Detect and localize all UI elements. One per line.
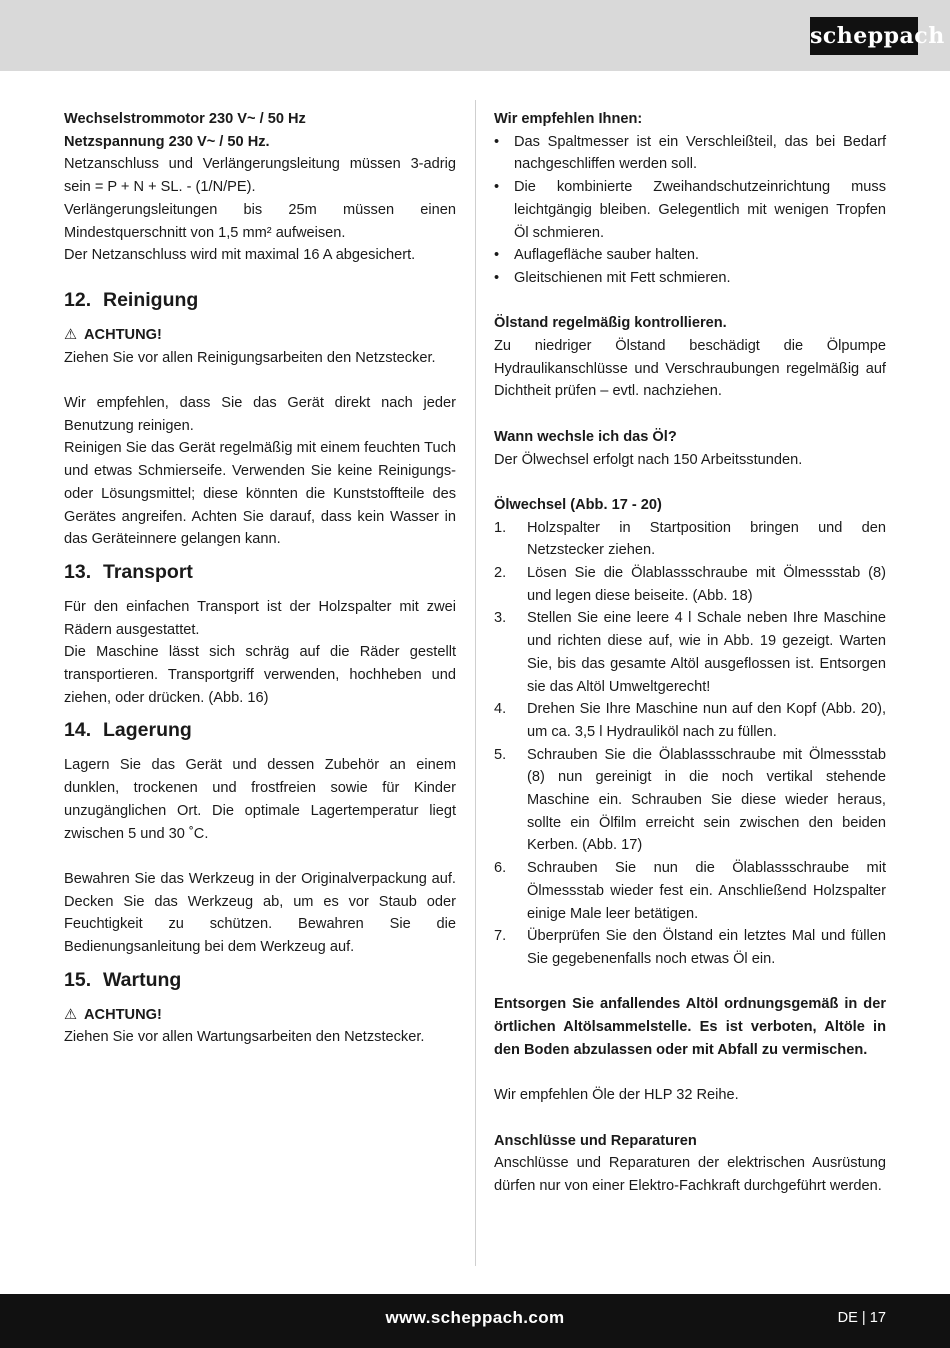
section-number: 14. bbox=[64, 719, 92, 742]
transport-paragraph-2: Die Maschine lässt sich schräg auf die Räder gestellt transportieren. Transportgriff verwenden, hochheben und ziehen, oder drücken. (Abb. 16) bbox=[64, 644, 456, 706]
recommended-oils-text: Wir empfehlen Öle der HLP 32 Reihe. bbox=[494, 1087, 739, 1104]
section-title: Reinigung bbox=[103, 288, 199, 311]
header-band bbox=[0, 0, 950, 71]
recommend-list bbox=[494, 131, 886, 290]
footer-bar bbox=[0, 1294, 950, 1348]
list-item: 1. Holzspalter in Startposition bringen und den Netzstecker ziehen. bbox=[494, 519, 886, 559]
list-item: 4. Drehen Sie Ihre Maschine nun auf den Kopf (Abb. 20), um ca. 3,5 l Hydrauliköl nach zu füllen. bbox=[494, 701, 886, 740]
intro-text: Netzanschluss und Verlängerungsleitung müssen 3-adrig sein = P + N + SL. - (1/N/PE). bbox=[64, 156, 456, 196]
oil-change-heading: Ölwechsel (Abb. 17 - 20) bbox=[494, 496, 662, 513]
list-item: 6. Schrauben Sie nun die Ölablassschraube mit Ölmessstab wieder fest ein. Anschließend Holzspalter einige Male leer betätigen. bbox=[494, 860, 886, 922]
oil-change-when-text: Der Ölwechsel erfolgt nach 150 Arbeitsstunden. bbox=[494, 451, 803, 468]
cleaning-warning-text: Ziehen Sie vor allen Reinigungsarbeiten den Netzstecker. bbox=[64, 349, 436, 366]
cleaning-paragraph-2: Reinigen Sie das Gerät regelmäßig mit einem feuchten Tuch und etwas Schmierseife. Verwenden Sie keine Reinigungs- oder Lösungsmittel; diese könnten die Kunststoffteile des Gerätes angreifen. Achten Sie darauf, dass kein Wasser in das Geräteinnere gelangen kann. bbox=[64, 440, 456, 548]
column-divider bbox=[475, 100, 476, 1266]
page-number: DE | 17 bbox=[837, 1310, 886, 1326]
storage-paragraph-2: Bewahren Sie das Werkzeug in der Originalverpackung auf. Decken Sie das Werkzeug ab, um es vor Staub oder Feuchtigkeit zu schützen. Bewahren Sie die Bedienungsanleitung bei dem Werkzeug auf. bbox=[64, 870, 456, 956]
warning-label bbox=[64, 1004, 456, 1027]
oil-level-text: Zu niedriger Ölstand beschädigt die Ölpumpe Hydraulikanschlüsse und Verschraubungen regelmäßig auf Dichtheit prüfen – evtl. nachziehen. bbox=[494, 338, 886, 400]
list-item: • Auflagefläche sauber halten. bbox=[494, 244, 886, 267]
connections-heading: Anschlüsse und Reparaturen bbox=[494, 1132, 697, 1149]
warning-label bbox=[64, 324, 456, 347]
warning-text: ACHTUNG! bbox=[84, 326, 162, 343]
section-number: 15. bbox=[64, 968, 92, 991]
connections-text: Anschlüsse und Reparaturen der elektrischen Ausrüstung dürfen nur von einer Elektro-Fachkraft durchgeführt werden. bbox=[494, 1155, 886, 1194]
brand-logo: scheppach bbox=[810, 17, 918, 55]
recommend-heading: Wir empfehlen Ihnen: bbox=[494, 111, 643, 127]
section-number: 12. bbox=[64, 288, 92, 311]
oil-change-when-heading: Wann wechsle ich das Öl? bbox=[494, 428, 677, 445]
left-column bbox=[64, 108, 456, 1049]
warning-text: ACHTUNG! bbox=[84, 1006, 162, 1023]
voltage-spec: Netzspannung 230 V~ / 50 Hz. bbox=[64, 133, 270, 150]
transport-paragraph-1: Für den einfachen Transport ist der Holzspalter mit zwei Rädern ausgestattet. bbox=[64, 598, 456, 638]
section-heading-maintenance bbox=[64, 959, 456, 1004]
oil-change-steps bbox=[494, 517, 886, 971]
right-column bbox=[494, 108, 886, 1198]
warning-triangle-icon: ⚠ bbox=[64, 1006, 78, 1023]
section-heading-cleaning bbox=[64, 267, 456, 324]
bullet-icon: • bbox=[494, 133, 500, 150]
list-item: 7. Überprüfen Sie den Ölstand ein letztes Mal und füllen Sie gegebenenfalls noch etwas Öl ein. bbox=[494, 928, 886, 967]
list-item: • Gleitschienen mit Fett schmieren. bbox=[494, 267, 886, 290]
list-item: • Das Spaltmesser ist ein Verschleißteil, das bei Bedarf nachgeschliffen werden soll. bbox=[494, 131, 886, 176]
section-title: Lagerung bbox=[103, 719, 192, 742]
list-item: • Die kombinierte Zweihandschutzeinrichtung muss leichtgängig bleiben. Gelegentlich mit wenigen Tropfen Öl schmieren. bbox=[494, 176, 886, 244]
cleaning-paragraph-1: Wir empfehlen, dass Sie das Gerät direkt nach jeder Benutzung reinigen. bbox=[64, 395, 456, 434]
list-item: 5. Schrauben Sie die Ölablassschraube mit Ölmessstab (8) nun gereinigt in die noch vertikal stehende Maschine ein. Schrauben Sie diese wieder heraus, sollte ein Ölfilm erreicht sein zwischen den beiden Kerben. (Abb. 17) bbox=[494, 746, 886, 854]
section-heading-storage bbox=[64, 709, 456, 754]
maintenance-warning-text: Ziehen Sie vor allen Wartungsarbeiten den Netzstecker. bbox=[64, 1029, 425, 1046]
list-item: 2. Lösen Sie die Ölablassschraube mit Ölmessstab (8) und legen diese beiseite. (Abb. 18) bbox=[494, 565, 886, 604]
bullet-icon: • bbox=[494, 247, 500, 264]
bullet-icon: • bbox=[494, 179, 500, 196]
bullet-icon: • bbox=[494, 269, 500, 286]
storage-paragraph-1: Lagern Sie das Gerät und dessen Zubehör an einem dunklen, trockenen und frostfreien sowie für Kinder unzugänglichen Ort. Die optimale Lagertemperatur liegt zwischen 5 und 30 ˚C. bbox=[64, 757, 456, 842]
section-number: 13. bbox=[64, 560, 92, 583]
website-url: www.scheppach.com bbox=[385, 1308, 565, 1327]
intro-text-3: Der Netzanschluss wird mit maximal 16 A abgesichert. bbox=[64, 247, 416, 264]
oil-level-heading: Ölstand regelmäßig kontrollieren. bbox=[494, 315, 727, 332]
disposal-notice: Entsorgen Sie anfallendes Altöl ordnungsgemäß in der örtlichen Altölsammelstelle. Es ist verboten, Altöle in den Boden abzulassen oder mit Abfall zu vermischen. bbox=[494, 996, 886, 1058]
warning-triangle-icon: ⚠ bbox=[64, 326, 78, 343]
section-title: Wartung bbox=[103, 968, 182, 991]
motor-spec: Wechselstrommotor 230 V~ / 50 Hz bbox=[64, 111, 306, 127]
section-heading-transport bbox=[64, 551, 456, 596]
list-item: 3. Stellen Sie eine leere 4 l Schale neben Ihre Maschine und richten diese auf, wie in Abb. 19 gezeigt. Warten Sie, bis das gesamte Altöl ausgeflossen ist. Entsorgen sie das Altöl Umweltgerecht! bbox=[494, 610, 886, 695]
section-title: Transport bbox=[103, 560, 193, 583]
intro-text-2: Verlängerungsleitungen bis 25m müssen einen Mindestquerschnitt von 1,5 mm² aufweisen. bbox=[64, 201, 456, 241]
